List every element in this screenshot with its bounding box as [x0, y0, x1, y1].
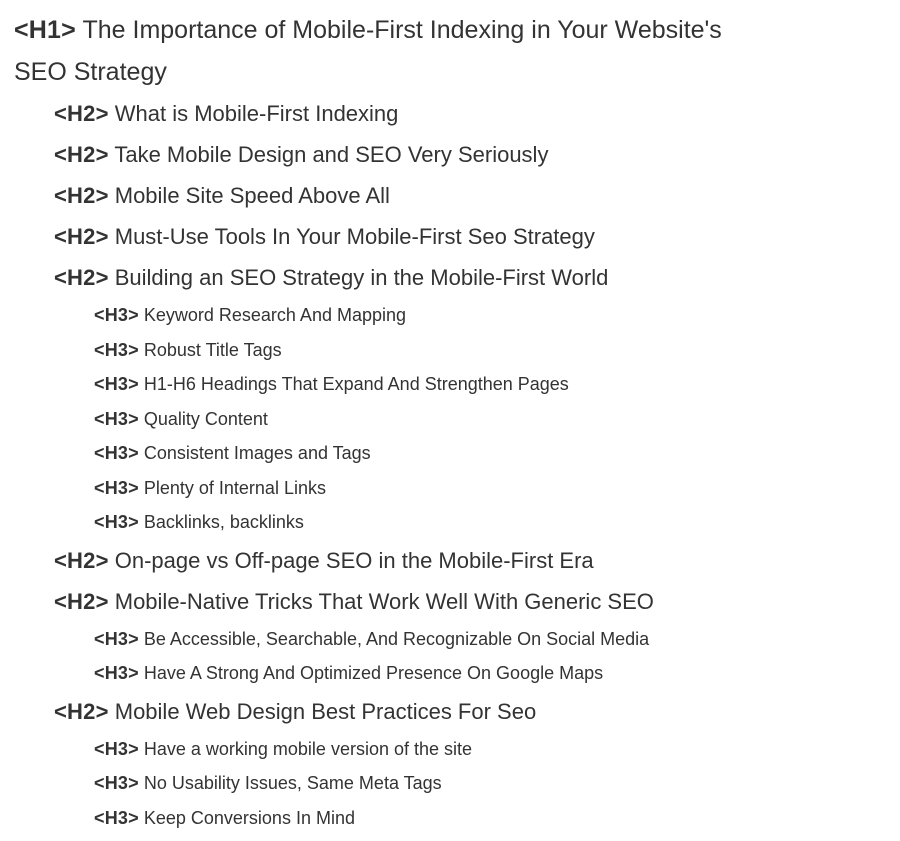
heading-text: Take Mobile Design and SEO Very Seriously: [114, 142, 549, 167]
heading-tag-label: <H2>: [54, 183, 109, 208]
heading-text: No Usability Issues, Same Meta Tags: [143, 773, 442, 793]
heading-tag-label: <H1>: [14, 16, 76, 44]
heading-row-h2: [14, 257, 880, 298]
heading-text: Backlinks, backlinks: [143, 512, 304, 532]
heading-row-h2: [14, 93, 880, 134]
heading-row-h3: [14, 766, 880, 801]
heading-row-h3: [14, 333, 880, 368]
heading-text: Quality Content: [143, 408, 268, 429]
heading-tag-label: <H2>: [54, 265, 109, 290]
heading-text: Have A Strong And Optimized Presence On Google Maps: [143, 663, 604, 683]
heading-tag-label: <H2>: [54, 224, 109, 249]
heading-tag-label: <H2>: [54, 142, 109, 167]
heading-text: Mobile-Native Tricks That Work Well With Generic SEO: [114, 588, 654, 614]
heading-row-h2: [14, 134, 880, 175]
heading-tag-label: <H3>: [94, 305, 139, 325]
heading-text: Mobile Site Speed Above All: [114, 183, 390, 208]
heading-text: Mobile Web Design Best Practices For Seo: [114, 698, 537, 724]
heading-tag-label: <H2>: [54, 698, 109, 724]
heading-row-h1: [14, 9, 759, 93]
heading-text: Building an SEO Strategy in the Mobile-First World: [114, 265, 609, 290]
heading-tag-label: <H3>: [94, 443, 139, 463]
heading-text: The Importance of Mobile-First Indexing in Your Website's SEO Strategy: [14, 16, 722, 86]
heading-text: What is Mobile-First Indexing: [114, 101, 399, 126]
heading-row-h2: [14, 540, 880, 581]
heading-text: Keyword Research And Mapping: [143, 305, 407, 325]
heading-tag-label: <H3>: [94, 512, 139, 532]
heading-text: Must-Use Tools In Your Mobile-First Seo Strategy: [114, 224, 595, 249]
heading-row-h2: [14, 691, 880, 732]
heading-row-h3: [14, 298, 880, 333]
heading-tag-label: <H3>: [94, 773, 139, 793]
heading-tag-label: <H3>: [94, 663, 139, 683]
heading-tag-label: <H2>: [54, 101, 109, 126]
heading-tag-label: <H3>: [94, 807, 139, 828]
heading-row-h3: [14, 402, 880, 437]
heading-text: Have a working mobile version of the site: [143, 738, 473, 759]
heading-text: Plenty of Internal Links: [143, 477, 326, 498]
heading-tag-label: <H2>: [54, 588, 109, 614]
heading-text: Be Accessible, Searchable, And Recognizable On Social Media: [143, 628, 650, 649]
heading-text: On-page vs Off-page SEO in the Mobile-First Era: [114, 547, 594, 573]
heading-text: Consistent Images and Tags: [143, 443, 371, 463]
heading-tag-label: <H3>: [94, 408, 139, 429]
heading-tag-label: <H2>: [54, 547, 109, 573]
heading-text: H1-H6 Headings That Expand And Strengthen Pages: [143, 374, 569, 394]
heading-tag-label: <H3>: [94, 339, 139, 360]
heading-tag-label: <H3>: [94, 738, 139, 759]
heading-row-h3: [14, 436, 880, 471]
heading-text: Keep Conversions In Mind: [143, 807, 355, 828]
heading-row-h3: [14, 622, 880, 657]
heading-row-h3: [14, 471, 880, 506]
heading-row-h2: [14, 175, 880, 216]
heading-row-h3: [14, 801, 880, 836]
heading-row-h3: [14, 656, 880, 691]
heading-row-h3: [14, 505, 880, 540]
heading-row-h3: [14, 367, 880, 402]
heading-row-h2: [14, 216, 880, 257]
heading-tag-label: <H3>: [94, 477, 139, 498]
heading-tag-label: <H3>: [94, 374, 139, 394]
heading-row-h3: [14, 732, 880, 767]
heading-text: Robust Title Tags: [143, 339, 282, 360]
heading-tag-label: <H3>: [94, 628, 139, 649]
heading-row-h2: [14, 581, 880, 622]
